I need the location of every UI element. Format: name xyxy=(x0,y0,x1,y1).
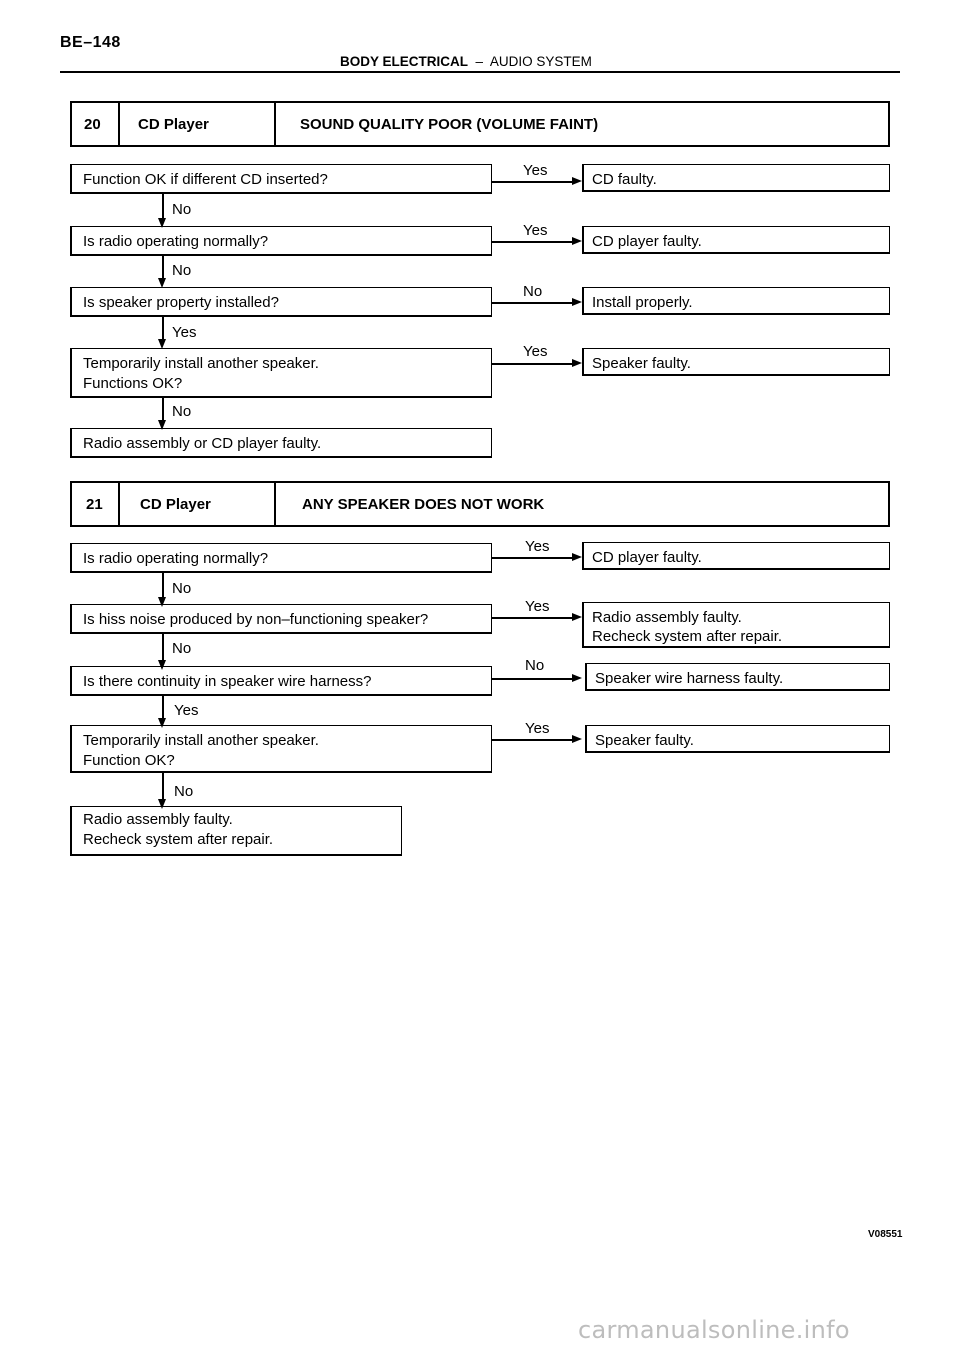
result-box: Radio assembly faulty. Recheck system after repair. xyxy=(582,602,890,648)
branch-label: No xyxy=(172,580,192,597)
arrow-right-icon xyxy=(572,298,582,306)
branch-label: No xyxy=(172,201,192,218)
header-rule xyxy=(60,71,900,73)
final-result-box: Radio assembly faulty. Recheck system after repair. xyxy=(70,806,402,856)
question-box: Is hiss noise produced by non–functioning speaker? xyxy=(70,604,492,634)
connector-line xyxy=(162,317,164,341)
header-divider xyxy=(274,483,276,525)
result-box: Speaker wire harness faulty. xyxy=(585,663,890,691)
procedure-21-header xyxy=(70,481,890,527)
connector-line xyxy=(492,241,572,243)
result-box: CD player faulty. xyxy=(582,226,890,254)
procedure-symptom: ANY SPEAKER DOES NOT WORK xyxy=(302,495,545,513)
header-divider xyxy=(274,103,276,145)
branch-label: Yes xyxy=(172,324,197,341)
branch-label: No xyxy=(172,403,192,420)
branch-label: No xyxy=(523,283,543,300)
section-category: BODY ELECTRICAL xyxy=(340,54,469,69)
connector-line xyxy=(162,773,164,801)
arrow-right-icon xyxy=(572,613,582,621)
branch-label: No xyxy=(172,262,192,279)
branch-label: Yes xyxy=(525,720,550,737)
procedure-component: CD Player xyxy=(138,115,209,133)
arrow-right-icon xyxy=(572,177,582,185)
connector-line xyxy=(492,363,572,365)
question-box: Function OK if different CD inserted? xyxy=(70,164,492,194)
connector-line xyxy=(162,256,164,280)
procedure-number: 20 xyxy=(84,115,101,133)
arrow-right-icon xyxy=(572,735,582,743)
connector-line xyxy=(492,739,572,741)
arrow-right-icon xyxy=(572,237,582,245)
question-box: Temporarily install another speaker. Functions OK? xyxy=(70,348,492,398)
page-number: BE–148 xyxy=(60,34,121,51)
header-divider xyxy=(118,483,120,525)
section-subtitle: AUDIO SYSTEM xyxy=(489,54,592,69)
question-box: Is radio operating normally? xyxy=(70,543,492,573)
result-box: Speaker faulty. xyxy=(582,348,890,376)
procedure-20-header xyxy=(70,101,890,147)
connector-line xyxy=(162,194,164,220)
result-box: CD player faulty. xyxy=(582,542,890,570)
question-box: Is radio operating normally? xyxy=(70,226,492,256)
branch-label: Yes xyxy=(174,702,199,719)
result-box: Install properly. xyxy=(582,287,890,315)
procedure-symptom: SOUND QUALITY POOR (VOLUME FAINT) xyxy=(300,115,599,133)
connector-line xyxy=(162,573,164,599)
connector-line xyxy=(492,617,572,619)
branch-label: No xyxy=(174,783,194,800)
final-result-box: Radio assembly or CD player faulty. xyxy=(70,428,492,458)
connector-line xyxy=(492,557,572,559)
connector-line xyxy=(492,302,572,304)
connector-line xyxy=(492,678,572,680)
watermark: carmanualsonline.info xyxy=(578,1316,850,1344)
question-box: Is there continuity in speaker wire harness? xyxy=(70,666,492,696)
section-title xyxy=(340,54,592,69)
result-box: Speaker faulty. xyxy=(585,725,890,753)
header-divider xyxy=(118,103,120,145)
branch-label: Yes xyxy=(523,222,548,239)
arrow-right-icon xyxy=(572,359,582,367)
procedure-number: 21 xyxy=(86,495,103,513)
arrow-right-icon xyxy=(572,553,582,561)
question-box: Temporarily install another speaker. Function OK? xyxy=(70,725,492,773)
branch-label: Yes xyxy=(525,538,550,555)
procedure-component: CD Player xyxy=(140,495,211,513)
branch-label: Yes xyxy=(523,162,548,179)
connector-line xyxy=(162,696,164,720)
connector-line xyxy=(492,181,572,183)
section-separator: – xyxy=(475,54,484,69)
connector-line xyxy=(162,634,164,662)
figure-code: V08551 xyxy=(868,1229,903,1240)
result-box: CD faulty. xyxy=(582,164,890,192)
branch-label: Yes xyxy=(523,343,548,360)
question-box: Is speaker property installed? xyxy=(70,287,492,317)
branch-label: No xyxy=(525,657,545,674)
branch-label: Yes xyxy=(525,598,550,615)
arrow-right-icon xyxy=(572,674,582,682)
connector-line xyxy=(162,398,164,422)
branch-label: No xyxy=(172,640,192,657)
